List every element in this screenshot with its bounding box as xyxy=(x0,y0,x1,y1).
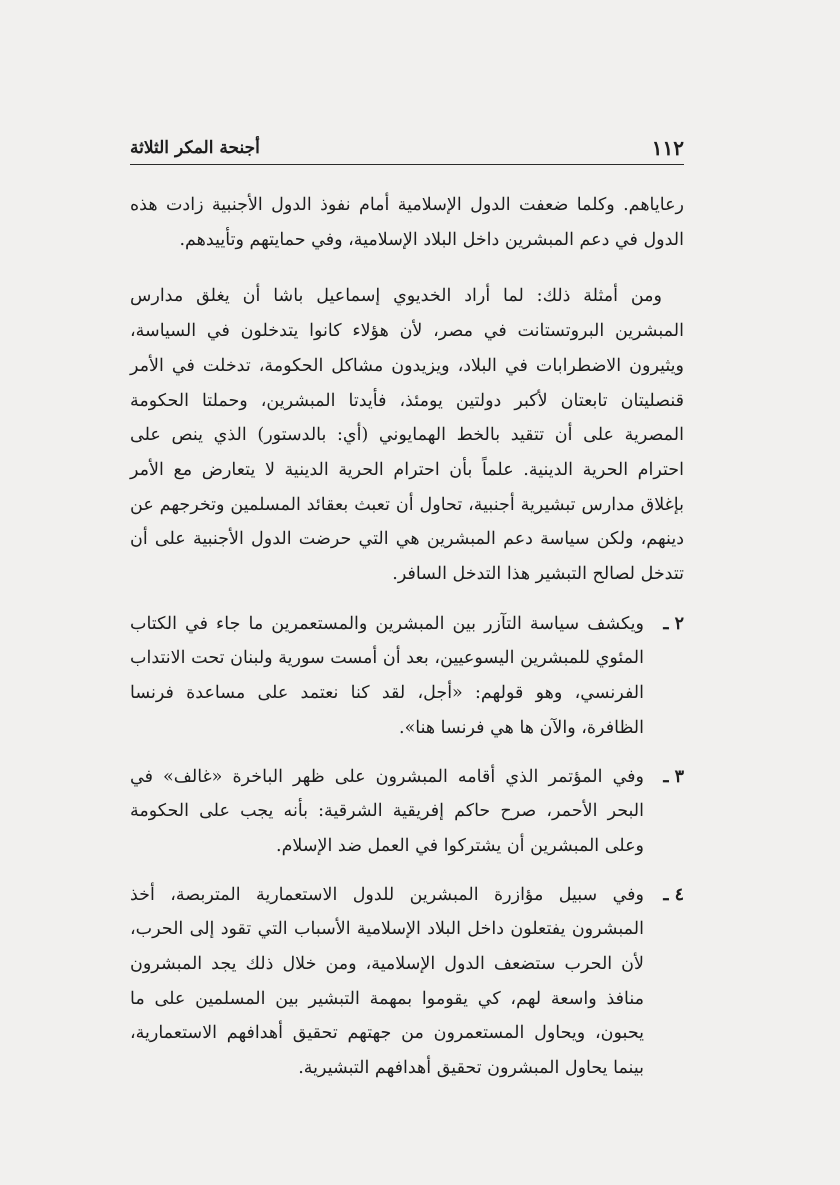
page-number: ١١٢ xyxy=(651,136,684,160)
item-text: وفي سبيل مؤازرة المبشرين للدول الاستعمارية المتربصة، أخذ المبشرون يفتعلون داخل البلاد الإسلامية الأسباب التي تقود إلى الحرب، لأن الحرب ستضعف الدول الإسلامية، ومن خلال ذلك يجد المبشرون منافذ واسعة لهم، كي يقوموا بمهمة التبشير بين المسلمين على ما يحبون، ويحاول المستعمرون من جهتهم تحقيق أهدافهم الاستعمارية، بينما يحاول المبشرون تحقيق أهدافهم التبشيرية. xyxy=(130,884,644,1079)
paragraph: ومن أمثلة ذلك: لما أراد الخديوي إسماعيل باشا أن يغلق مدارس المبشرين البروتستانت في مصر، لأن هؤلاء كانوا يتدخلون في السياسة، ويثيرون الاضطرابات في البلاد، ويزيدون مشاكل الحكومة، تدخلت في الأمر قنصليتان تابعتان لأكبر دولتين يومئذ، فأيدتا المبشرين، وحملتا الحكومة المصرية على أن تتقيد بالخط الهمايوني (أي: بالدستور) الذي ينص على احترام الحرية الدينية. علماً بأن احترام الحرية الدينية لا يتعارض مع الأمر بإغلاق مدارس تبشيرية أجنبية، تحاول أن تعبث بعقائد المسلمين وتخرجهم عن دينهم، ولكن سياسة دعم المبشرين هي التي حرضت الدول الأجنبية على أن تتدخل لصالح التبشير هذا التدخل السافر. xyxy=(130,286,684,585)
item-text: وفي المؤتمر الذي أقامه المبشرون على ظهر الباخرة «غالف» في البحر الأحمر، صرح حاكم إفريقية الشرقية: بأنه يجب على الحكومة وعلى المبشرين أن يشتركوا في العمل ضد الإسلام. xyxy=(130,766,644,856)
numbered-item xyxy=(130,760,684,864)
item-number: ٤ ـ xyxy=(663,884,684,905)
page-header xyxy=(130,132,684,164)
item-text: ويكشف سياسة التآزر بين المبشرين والمستعمرين ما جاء في الكتاب المئوي للمبشرين اليسوعيين، بعد أن أمست سورية ولبنان تحت الانتداب الفرنسي، وهو قولهم: «أجل، لقد كنا نعتمد على مساعدة فرنسا الظافرة، والآن ها هي فرنسا هنا». xyxy=(130,613,644,738)
item-number: ٢ ـ xyxy=(663,613,684,634)
running-title: أجنحة المكر الثلاثة xyxy=(130,138,260,158)
paragraph: رعاياهم. وكلما ضعفت الدول الإسلامية أمام نفوذ الدول الأجنبية زادت هذه الدول في دعم المبشرين داخل البلاد الإسلامية، وفي حمايتهم وتأييدهم. xyxy=(130,195,684,250)
numbered-item xyxy=(130,607,684,746)
header-rule xyxy=(130,164,684,165)
numbered-item xyxy=(130,878,684,1086)
page-body xyxy=(130,188,684,1100)
item-number: ٣ ـ xyxy=(663,766,684,787)
